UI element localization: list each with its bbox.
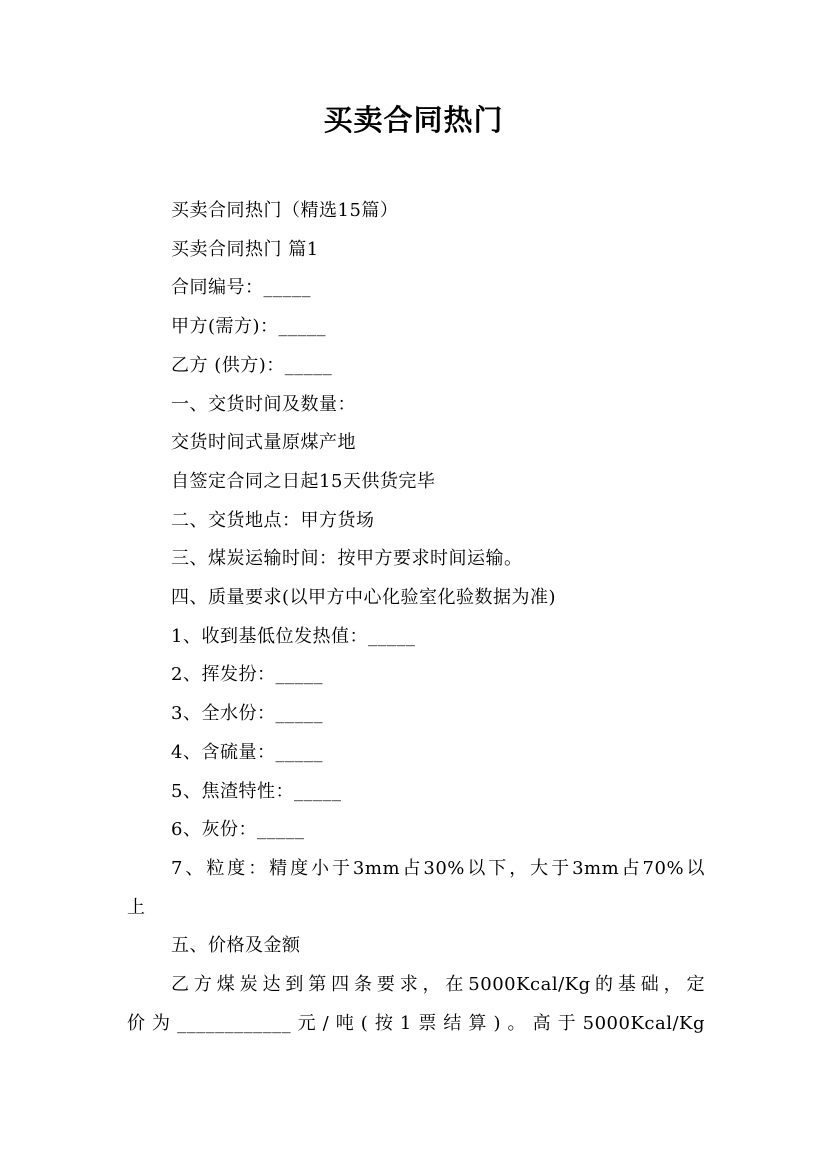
paragraph-line: 三、煤炭运输时间：按甲方要求时间运输。 [171,548,523,570]
paragraph-line: 自签定合同之日起15天供货完毕 [171,470,436,492]
paragraph-line: 1、收到基低位发热值：_____ [171,625,416,647]
paragraph-line: 一、交货时间及数量： [171,393,356,415]
paragraph-line: 二、交货地点：甲方货场 [171,509,375,531]
paragraph-line: 合同编号：_____ [171,277,311,299]
paragraph-line: 乙方 (供方)：_____ [171,354,333,376]
paragraph-line: 五、价格及金额 [171,935,301,957]
paragraph-line: 4、含硫量：_____ [171,741,323,763]
paragraph-line: 乙方煤炭达到第四条要求，在5000Kcal/Kg的基础，定 [171,974,705,996]
paragraph-line: 买卖合同热门 篇1 [171,238,319,260]
paragraph-line: 7、粒度：精度小于3mm占30%以下，大于3mm占70%以 [171,857,705,879]
paragraph-line: 价为____________元/吨(按1票结算)。高于5000Kcal/Kg [127,1012,705,1034]
paragraph-line: 2、挥发扮：_____ [171,664,323,686]
paragraph-line: 交货时间式量原煤产地 [171,432,356,454]
paragraph-line: 四、质量要求(以甲方中心化验室化验数据为准) [171,587,557,609]
paragraph-line: 6、灰份：_____ [171,819,305,841]
paragraph-line: 5、焦渣特性：_____ [171,780,342,802]
paragraph-line: 上 [127,896,146,918]
paragraph-line: 买卖合同热门（精选15篇） [171,200,399,221]
paragraph-line: 甲方(需方)：_____ [171,316,327,338]
document-title: 买卖合同热门 [323,103,504,137]
paragraph-line: 3、全水份：_____ [171,703,323,725]
document-body [127,192,705,1043]
